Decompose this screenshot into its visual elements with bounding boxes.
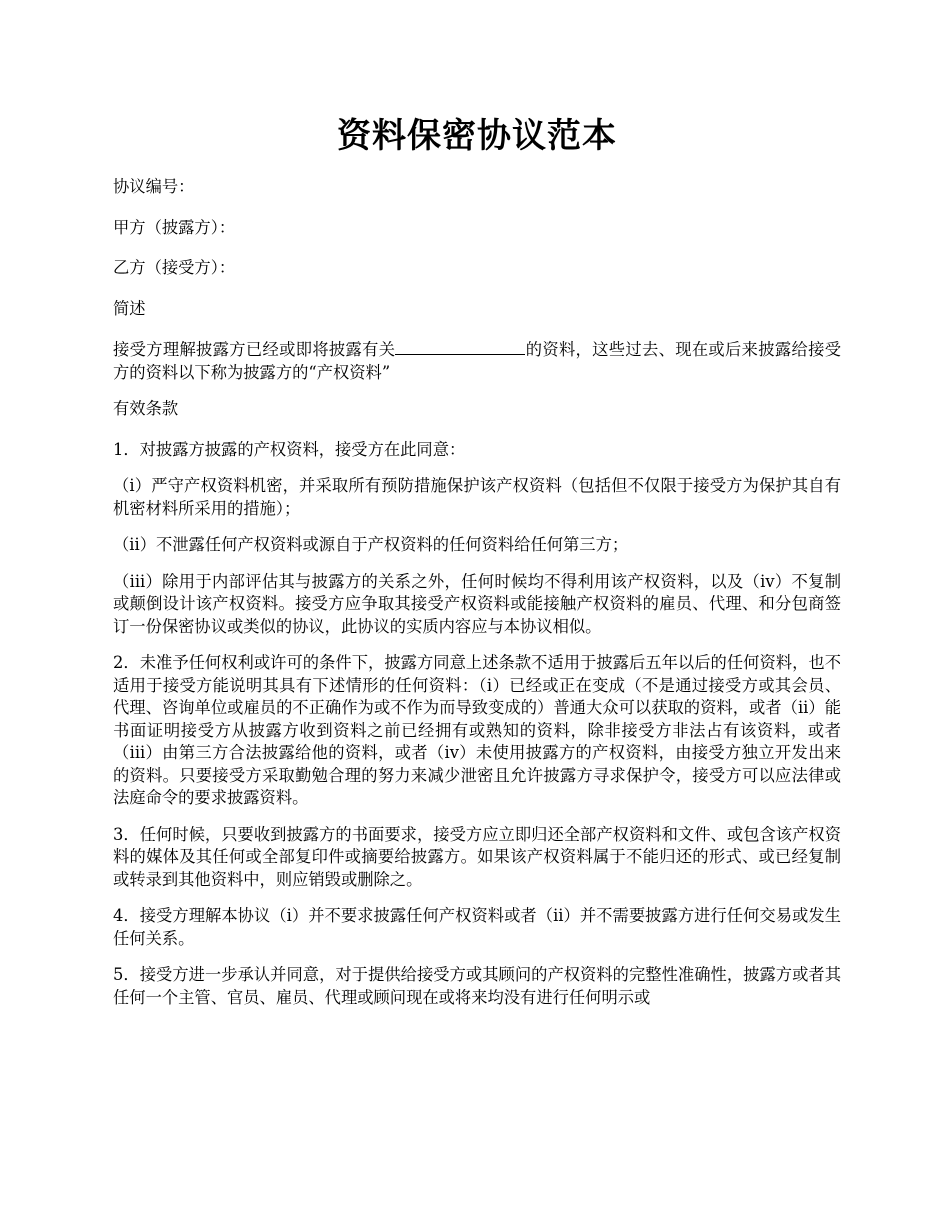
clause-1-i: （i）严守产权资料机密，并采取所有预防措施保护该产权资料（包括但不仅限于接受方为保护其自有机密材料所采用的措施）； (113, 476, 841, 518)
terms-heading: 有效条款 (113, 399, 179, 418)
clause-2: 2．未准予任何权利或许可的条件下，披露方同意上述条款不适用于披露后五年以后的任何资料，也不适用于接受方能说明其具有下述情形的任何资料：（i）已经或正在变成（不是通过接受方或其会员、代理、咨询单位或雇员的不正确作为或不作为而导致变成的）普通大众可以获取的资料，或者（ii）能书面证明接受方从披露方收到资料之前已经拥有或熟知的资料，除非接受方非法占有该资料，或者（iii）由第三方合法披露给他的资料，或者（iv）未使用披露方的产权资料，由接受方独立开发出来的资料。只要接受方采取勤勉合理的努力来减少泄密且允许披露方寻求保护令，接受方可以应法律或法庭命令的要求披露资料。 (113, 653, 841, 807)
summary-heading: 简述 (113, 298, 146, 318)
agreement-number-label: 协议编号： (113, 177, 195, 196)
summary-text-before: 接受方理解披露方已经或即将披露有关 (113, 340, 396, 359)
fill-in-blank (395, 338, 525, 355)
clause-5: 5．接受方进一步承认并同意，对于提供给接受方或其顾问的产权资料的完整性准确性，披露方或者其任何一个主管、官员、雇员、代理或顾问现在或将来均没有进行任何明示或 (113, 965, 841, 1007)
party-b-label: 乙方（接受方）： (113, 258, 236, 277)
summary-paragraph (113, 338, 841, 384)
clause-3: 3．任何时候，只要收到披露方的书面要求，接受方应立即归还全部产权资料和文件、或包含该产权资料的媒体及其任何或全部复印件或摘要给披露方。如果该产权资料属于不能归还的形式、或已经复制或转录到其他资料中，则应销毁或删除之。 (113, 824, 841, 889)
clause-4: 4．接受方理解本协议（i）并不要求披露任何产权资料或者（ii）并不需要披露方进行任何交易或发生任何关系。 (113, 906, 841, 948)
clause-1-ii: （ii）不泄露任何产权资料或源自于产权资料的任何资料给任何第三方； (113, 535, 629, 554)
document-title: 资料保密协议范本 (337, 116, 617, 156)
clause-1-iii: （iii）除用于内部评估其与披露方的关系之外，任何时候均不得利用该产权资料，以及（iv）不复制或颠倒设计该产权资料。接受方应争取其接受产权资料或能接触产权资料的雇员、代理、和分包商签订一份保密协议或类似的协议，此协议的实质内容应与本协议相似。 (113, 571, 841, 636)
clause-1: 1．对披露方披露的产权资料，接受方在此同意： (113, 439, 466, 459)
document-page (113, 110, 841, 1023)
summary-text-after: 的资料，这些过去、现在或后来披露给接受方的资料以下称为披露方的“产权资料” (113, 340, 841, 382)
party-a-label: 甲方（披露方）： (113, 217, 236, 237)
